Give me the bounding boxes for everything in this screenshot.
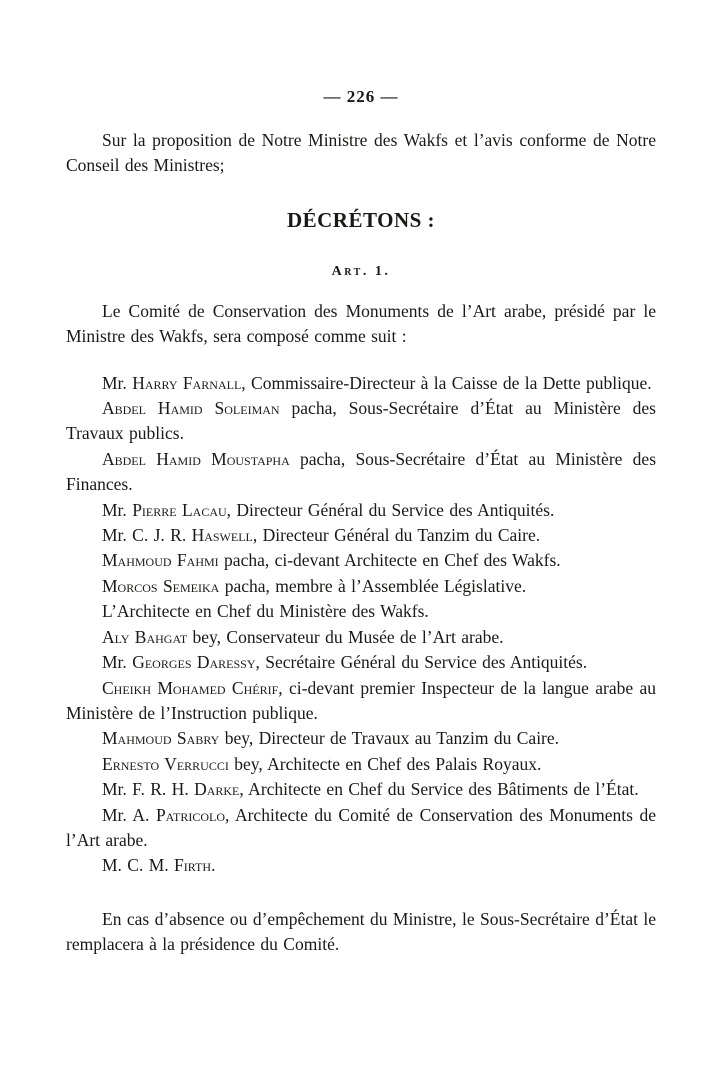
member-entry [66, 498, 656, 523]
member-text: , ci-devant premier Inspecteur de la langue arabe au Ministère de l’Instruction publique. [66, 677, 656, 723]
member-entry [66, 548, 656, 573]
member-name: Patricolo [155, 804, 226, 825]
member-name: Mahmoud Fahmi [102, 550, 219, 571]
member-name: Ernesto Verrucci [102, 753, 229, 774]
member-entry [66, 650, 656, 675]
member-text: , Commissaire-Directeur à la Caisse de la Dette publique. [241, 372, 652, 393]
member-text: M. C. M. [102, 855, 175, 876]
page-number: — 226 — [323, 87, 399, 106]
intro-paragraph: Le Comité de Conservation des Monuments de l’Art arabe, présidé par le Ministre des Wakfs, sera composé comme suit : [66, 300, 656, 347]
member-entry [66, 523, 656, 548]
member-text: Mr. A. [102, 804, 156, 825]
member-entry [66, 803, 656, 854]
member-text: pacha, membre à l’Assemblée Législative. [219, 575, 527, 596]
member-name: Harry Farnall [132, 372, 242, 393]
member-name: Mahmoud Sabry [102, 728, 220, 749]
member-text: Mr. F. R. H. [102, 779, 195, 800]
member-text: , Architecte du Comité de Conservation des Monuments de l’Art arabe. [66, 804, 656, 850]
member-name: Georges Daressy [132, 652, 256, 673]
member-text: , Directeur Général du Service des Antiquités. [226, 499, 555, 520]
preamble-paragraph: Sur la proposition de Notre Ministre des Wakfs et l’avis conforme de Notre Conseil des Ministres; [66, 130, 656, 176]
member-text: bey, Conservateur du Musée de l’Art arabe. [187, 626, 504, 647]
member-entry [66, 625, 656, 650]
member-entry [66, 371, 656, 396]
member-name: Abdel Hamid Moustapha [102, 448, 290, 469]
member-entry [66, 574, 656, 599]
member-text: pacha, ci-devant Architecte en Chef des Wakfs. [218, 550, 561, 571]
member-text: Mr. [102, 499, 133, 520]
member-name: Abdel Hamid Soleiman [102, 398, 280, 419]
members-list [66, 371, 656, 879]
article-heading: Art. 1. [331, 263, 391, 279]
closing-paragraph: En cas d’absence ou d’empêchement du Ministre, le Sous-Secrétaire d’État le remplacera à la présidence du Comité. [66, 908, 656, 955]
member-text: , Architecte en Chef du Service des Bâtiments de l’État. [239, 779, 639, 800]
member-name: Pierre Lacau [132, 499, 227, 520]
member-name: Haswell [191, 525, 253, 546]
member-text: Mr. C. J. R. [102, 525, 192, 546]
member-text: Mr. [102, 372, 133, 393]
member-name: Cheikh Mohamed Chérif [102, 677, 279, 698]
decree-heading: DÉCRÉTONS : [286, 207, 436, 232]
member-text: , Secrétaire Général du Service des Antiquités. [255, 652, 588, 673]
member-text: bey, Architecte en Chef des Palais Royaux. [228, 753, 542, 774]
member-entry [66, 447, 656, 498]
member-entry [66, 676, 656, 727]
member-name: Aly Bahgat [102, 626, 188, 647]
member-text: pacha, Sous-Secrétaire d’État au Ministère des Finances. [66, 448, 657, 495]
member-entry [66, 853, 656, 878]
member-text: . [211, 855, 216, 876]
member-text: bey, Directeur de Travaux au Tanzim du Caire. [219, 728, 560, 749]
member-name: Firth [174, 855, 212, 876]
member-name: Darke [194, 779, 240, 800]
member-name: Morcos Semeika [102, 575, 220, 596]
member-text: , Directeur Général du Tanzim du Caire. [252, 525, 541, 546]
member-entry [66, 752, 656, 777]
member-entry [66, 396, 656, 447]
member-text: pacha, Sous-Secrétaire d’État au Ministère des Travaux publics. [66, 398, 656, 444]
member-entry [66, 726, 656, 751]
member-text: L’Architecte en Chef du Ministère des Wakfs. [102, 601, 429, 622]
member-text: Mr. [102, 652, 133, 673]
member-entry [66, 599, 656, 624]
member-entry [66, 777, 656, 802]
